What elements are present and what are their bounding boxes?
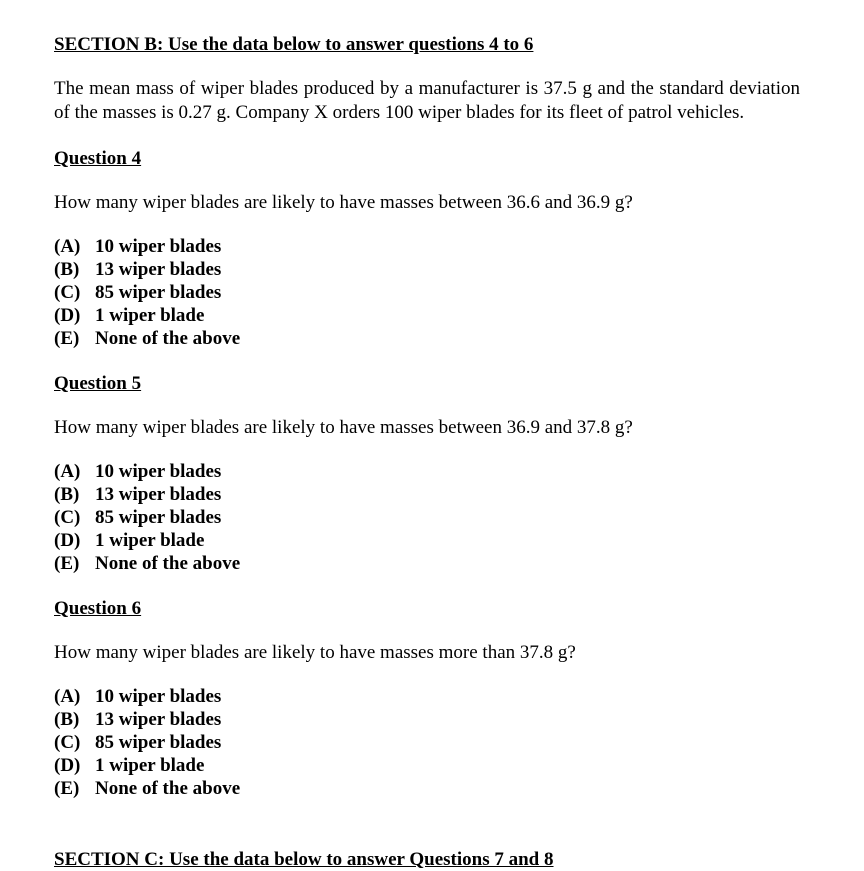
- option-e: [54, 777, 800, 800]
- options-list: [54, 685, 800, 800]
- option-text: None of the above: [95, 553, 241, 574]
- section-intro: The mean mass of wiper blades produced by a manufacturer is 37.5 g and the standard deviation of the masses is 0.27 g. Company X orders 100 wiper blades for its fleet of patrol vehicles.: [54, 78, 800, 123]
- option-text: 85 wiper blades: [95, 282, 222, 303]
- section-heading: SECTION B: Use the data below to answer questions 4 to 6: [54, 34, 534, 55]
- question-4: [54, 147, 800, 350]
- option-text: 10 wiper blades: [95, 461, 222, 482]
- options-list: [54, 235, 800, 350]
- question-title: Question 5: [54, 373, 142, 394]
- option-text: 85 wiper blades: [95, 732, 222, 753]
- option-e: [54, 552, 800, 575]
- option-text: 1 wiper blade: [95, 755, 205, 776]
- option-text: 1 wiper blade: [95, 305, 205, 326]
- option-text: 13 wiper blades: [95, 709, 222, 730]
- option-a: [54, 685, 800, 708]
- question-text: How many wiper blades are likely to have masses more than 37.8 g?: [54, 642, 576, 663]
- question-5: [54, 372, 800, 575]
- option-letter: (E): [54, 778, 80, 799]
- option-b: [54, 483, 800, 506]
- option-text: 1 wiper blade: [95, 530, 205, 551]
- option-text: 85 wiper blades: [95, 507, 222, 528]
- option-b: [54, 258, 800, 281]
- options-list: [54, 460, 800, 575]
- option-c: [54, 506, 800, 529]
- option-letter: (E): [54, 328, 80, 349]
- option-d: [54, 754, 800, 777]
- option-c: [54, 731, 800, 754]
- option-e: [54, 327, 800, 350]
- question-title: Question 4: [54, 148, 142, 169]
- option-b: [54, 708, 800, 731]
- option-c: [54, 281, 800, 304]
- option-letter: (B): [54, 259, 80, 280]
- option-text: 10 wiper blades: [95, 686, 222, 707]
- option-a: [54, 235, 800, 258]
- option-letter: (D): [54, 755, 81, 776]
- option-letter: (A): [54, 461, 81, 482]
- question-title: Question 6: [54, 598, 142, 619]
- option-letter: (C): [54, 282, 81, 303]
- question-text: How many wiper blades are likely to have masses between 36.9 and 37.8 g?: [54, 417, 633, 438]
- option-text: None of the above: [95, 778, 241, 799]
- option-letter: (A): [54, 236, 81, 257]
- option-text: 13 wiper blades: [95, 484, 222, 505]
- option-letter: (B): [54, 709, 80, 730]
- option-text: 13 wiper blades: [95, 259, 222, 280]
- option-letter: (A): [54, 686, 81, 707]
- option-letter: (D): [54, 305, 81, 326]
- option-letter: (C): [54, 732, 81, 753]
- document-page: [54, 34, 800, 822]
- option-a: [54, 460, 800, 483]
- question-6: [54, 597, 800, 800]
- option-letter: (D): [54, 530, 81, 551]
- option-letter: (B): [54, 484, 80, 505]
- option-d: [54, 529, 800, 552]
- question-text: How many wiper blades are likely to have masses between 36.6 and 36.9 g?: [54, 192, 633, 213]
- option-letter: (C): [54, 507, 81, 528]
- option-text: 10 wiper blades: [95, 236, 222, 257]
- option-text: None of the above: [95, 328, 241, 349]
- option-letter: (E): [54, 553, 80, 574]
- option-d: [54, 304, 800, 327]
- next-section-heading: SECTION C: Use the data below to answer Questions 7 and 8: [54, 849, 554, 870]
